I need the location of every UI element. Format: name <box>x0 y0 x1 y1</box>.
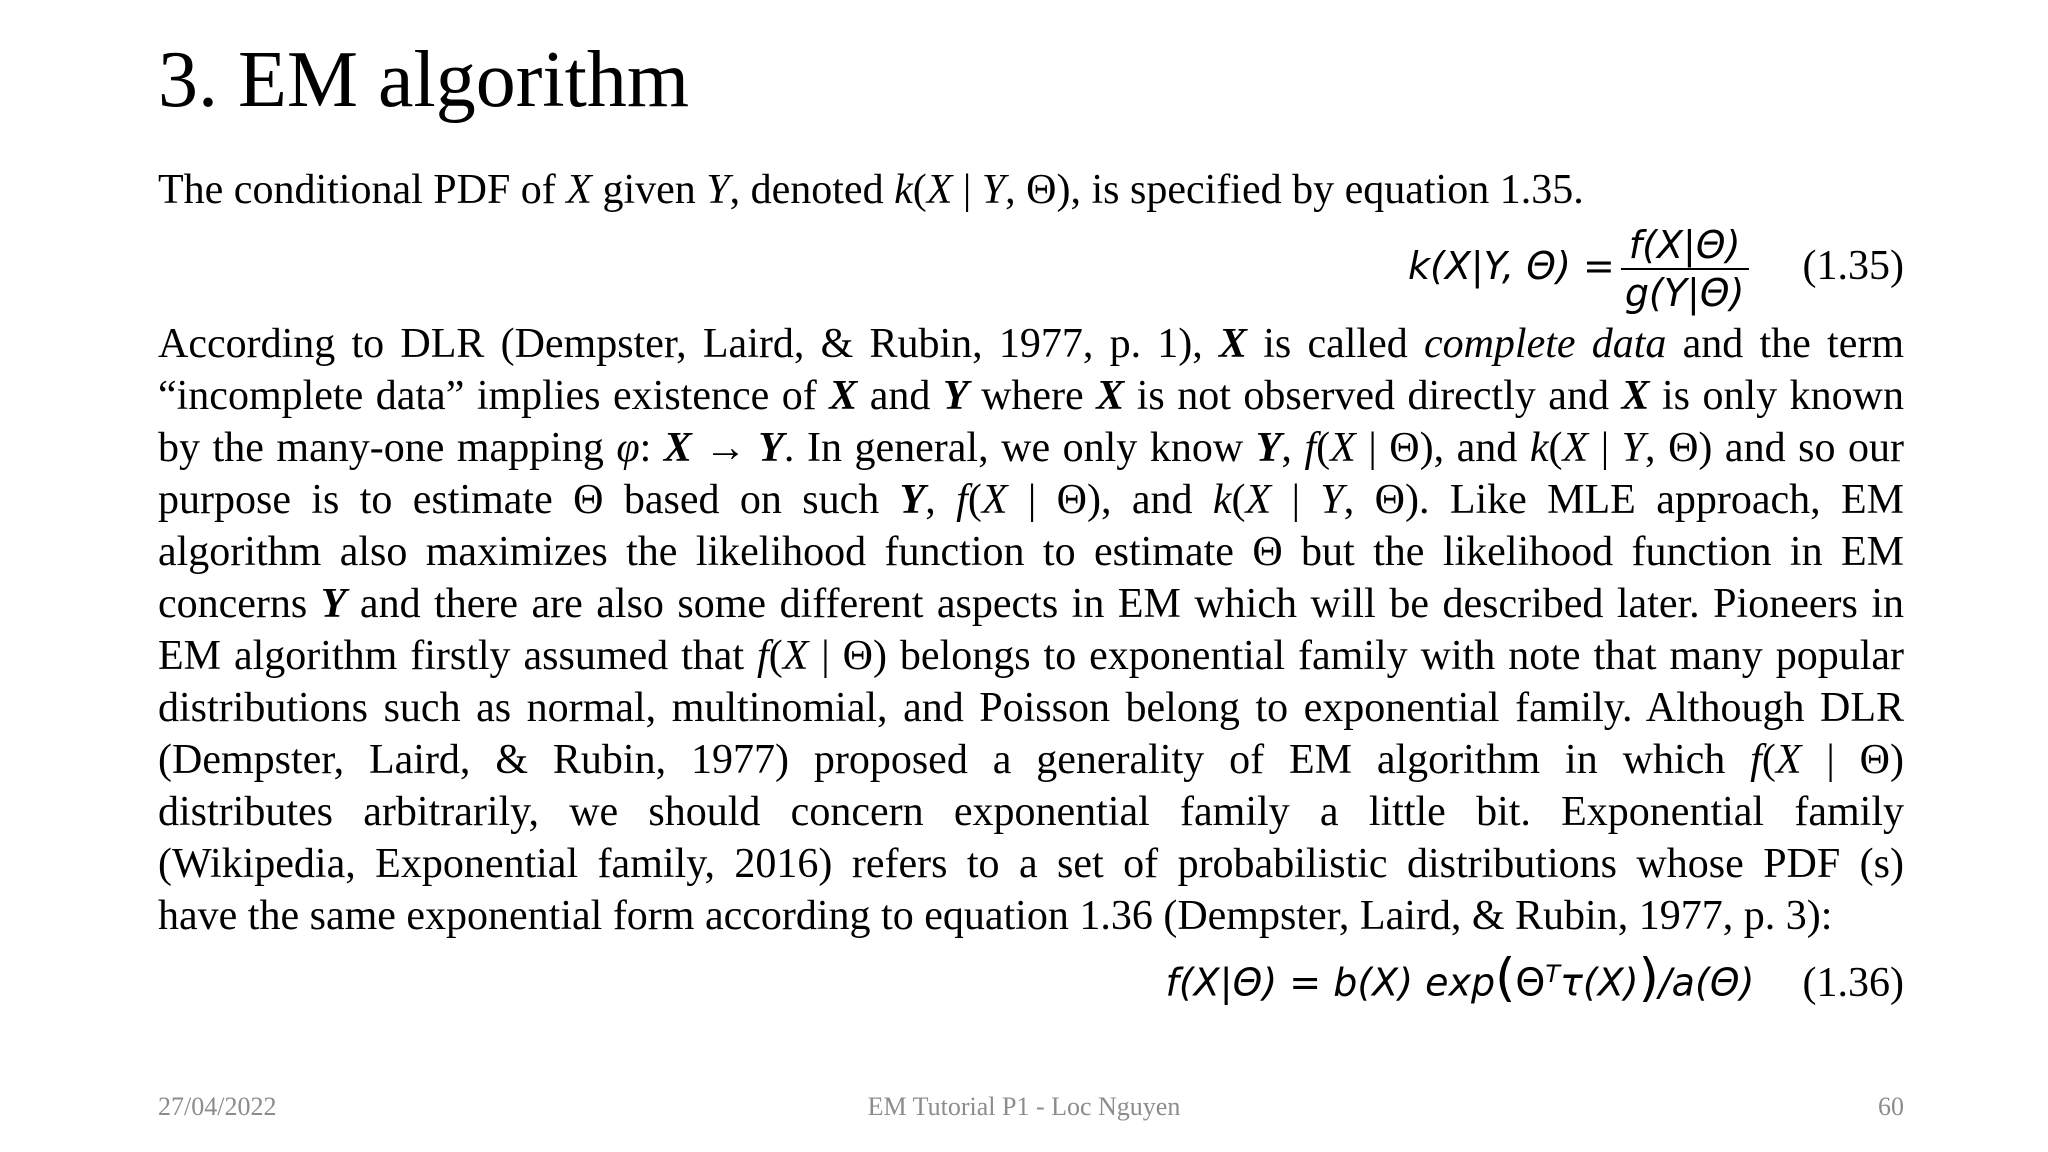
emphasis-text: complete data <box>1423 321 1667 367</box>
text: “incomplete data” implies existence of <box>158 373 830 419</box>
text: by the many-one mapping <box>158 425 617 471</box>
text: | <box>1588 425 1622 471</box>
var-y: Y <box>1320 477 1344 523</box>
text: , <box>925 477 957 523</box>
var-x: X <box>1245 477 1272 523</box>
text: | <box>952 167 982 213</box>
text: According to DLR (Dempster, Laird, & Rubin, 1977, p. 1), <box>158 321 1219 367</box>
slide-body <box>158 164 1904 1011</box>
equation-1-36 <box>158 946 1904 1011</box>
var-x: X <box>1775 737 1802 783</box>
footer-title: EM Tutorial P1 - Loc Nguyen <box>867 1092 1181 1121</box>
text: EM algorithm firstly assumed that <box>158 633 758 679</box>
text: is only known <box>1649 373 1905 419</box>
footer-date: 27/04/2022 <box>158 1092 277 1121</box>
mapping-x-to-y: X → Y <box>663 425 784 471</box>
text: is called <box>1247 321 1424 367</box>
var-y-bold: Y <box>1255 425 1282 471</box>
paragraph-line: (Wikipedia, Exponential family, 2016) refers to a set of probabilistic distributions whose PDF (s) <box>158 841 1904 887</box>
text: | Θ), and <box>1355 425 1530 471</box>
text: (Dempster, Laird, & Rubin, 1977) proposed a generality of EM algorithm in which <box>158 737 1751 783</box>
equation-lhs: f(X|Θ) = b(X) exp <box>1165 960 1496 1005</box>
text: ( <box>768 633 783 679</box>
text: : <box>639 425 664 471</box>
tau-term: τ(X) <box>1560 960 1639 1005</box>
big-paren-close: ) <box>1638 948 1659 1009</box>
var-f: f <box>956 477 968 523</box>
var-x-bold: X <box>1219 321 1248 367</box>
text: , <box>1281 425 1305 471</box>
var-y-bold: Y <box>942 373 969 419</box>
paragraph-line <box>158 734 1904 786</box>
text: , denoted <box>729 167 895 213</box>
var-k: k <box>894 167 913 213</box>
var-x-bold: X <box>1621 373 1650 419</box>
text: and <box>857 373 943 419</box>
paragraph-line <box>158 370 1904 422</box>
text: ( <box>967 477 982 523</box>
paragraph-line: distributes arbitrarily, we should concern exponential family a little bit. Exponential family <box>158 789 1904 835</box>
text: and there are also some different aspects in EM which will be described later. Pioneers in <box>346 581 1904 627</box>
equation-1-35 <box>158 214 1904 318</box>
var-x: X <box>1330 425 1356 471</box>
text: . In general, we only know <box>783 425 1256 471</box>
text: concerns <box>158 581 321 627</box>
text: given <box>591 167 707 213</box>
big-paren-open: ( <box>1495 948 1516 1009</box>
equation-rhs: /a(Θ) <box>1658 960 1755 1005</box>
var-k: k <box>1529 425 1549 471</box>
text: and the term <box>1666 321 1905 367</box>
text: ( <box>1548 425 1563 471</box>
var-y-bold: Y <box>899 477 926 523</box>
intro-line <box>158 164 1904 216</box>
paragraph-line <box>158 422 1904 474</box>
text: , Θ). Like MLE approach, EM <box>1343 477 1905 523</box>
var-x: X <box>1562 425 1589 471</box>
var-x: X <box>566 167 592 213</box>
var-y: Y <box>1621 425 1646 471</box>
text: ( <box>1761 737 1776 783</box>
theta-symbol: Θ <box>1515 960 1546 1005</box>
var-x: X <box>782 633 809 679</box>
text: | <box>1271 477 1321 523</box>
slide-title: 3. EM algorithm <box>158 36 690 124</box>
text: | Θ), and <box>1007 477 1213 523</box>
var-k: k <box>1212 477 1232 523</box>
var-x-bold: X <box>829 373 858 419</box>
equation-number: (1.36) <box>1802 959 1904 1006</box>
var-f: f <box>757 633 769 679</box>
var-y: Y <box>981 167 1006 213</box>
text: ( <box>912 167 927 213</box>
paragraph-line <box>158 630 1904 682</box>
footer-page-number: 60 <box>1878 1092 1904 1121</box>
text: | Θ) belongs to exponential family with note that many popular <box>808 633 1904 679</box>
paragraph-line: algorithm also maximizes the likelihood function to estimate Θ but the likelihood function in EM <box>158 529 1904 575</box>
var-x: X <box>981 477 1008 523</box>
text: ( <box>1316 425 1331 471</box>
paragraph-line <box>158 318 1904 370</box>
text: , Θ) and so our <box>1645 425 1904 471</box>
transpose-superscript: T <box>1545 960 1560 988</box>
text: The conditional PDF of <box>158 167 567 213</box>
text: , Θ), is specified by equation 1.35. <box>1005 167 1584 213</box>
text: ( <box>1231 477 1246 523</box>
var-y-bold: Y <box>320 581 347 627</box>
text: | Θ) <box>1801 737 1904 783</box>
var-f: f <box>1750 737 1762 783</box>
fraction-denominator: g(Y|Θ) <box>1624 270 1745 315</box>
equation-fraction <box>1621 222 1749 316</box>
equation-lhs: k(X|Y, Θ) = <box>1408 244 1615 288</box>
paragraph-line <box>158 474 1904 526</box>
fraction-numerator: f(X|Θ) <box>1621 222 1749 270</box>
paragraph-line: distributions such as normal, multinomial, and Poisson belong to exponential family. Although DLR <box>158 685 1904 731</box>
var-x-bold: X <box>1096 373 1125 419</box>
equation-number: (1.35) <box>1802 243 1904 289</box>
var-y: Y <box>706 167 730 213</box>
paragraph-line: have the same exponential form according to equation 1.36 (Dempster, Laird, & Rubin, 1977, p. 3): <box>158 893 1833 939</box>
text: purpose is to estimate Θ based on such <box>158 477 900 523</box>
var-phi: φ <box>616 425 640 471</box>
var-x: X <box>926 167 953 213</box>
var-f: f <box>1304 425 1317 471</box>
paragraph-line <box>158 578 1904 630</box>
text: where <box>968 373 1097 419</box>
text: is not observed directly and <box>1124 373 1622 419</box>
